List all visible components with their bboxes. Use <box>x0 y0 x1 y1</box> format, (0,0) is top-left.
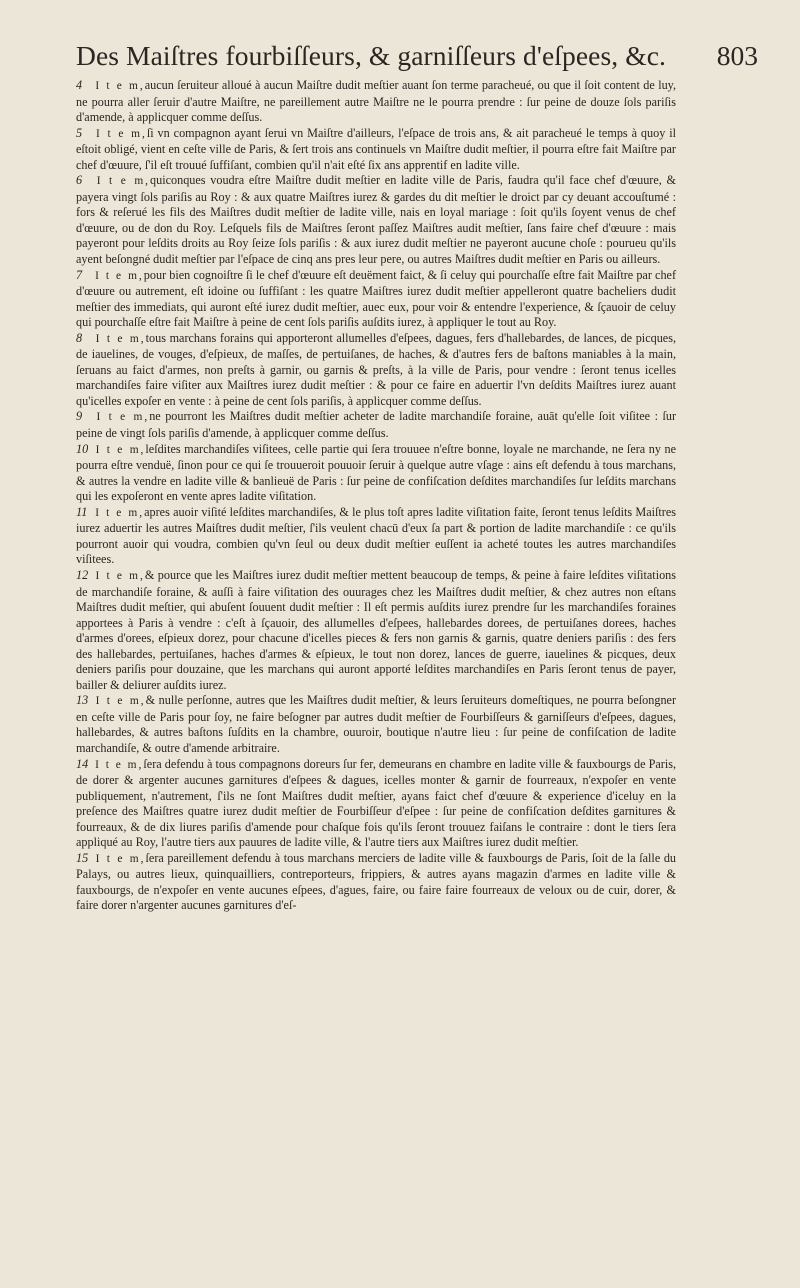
article-text: quiconques voudra eſtre Maiſtre dudit meſtier en ladite ville de Paris, faudra qu'il face chef d'œuure, & payera vingt ſols pariſis au Roy : & aux quatre Maiſtres iurez & gardes du dit meſtier le droict par cy deuant accouſtumé : fors & reſerué les fils des Maiſtres dudit meſtier de ladite ville, nais en loyal mariage : ſoit qu'ils ſoyent venus de chef d'œuure, ou de don du Roy. Leſquels fils de Maiſtres ſeront paſſez Maiſtres audit meſtier, ſans faire chef d'œuure : mais payeront pour leſdits droits au Roy ſeize ſols pariſis : & aux iurez dudit meſtier ne payeront aucune choſe : pourueu qu'ils ayent beſongné dudit meſtier par l'eſpace de cinq ans pres leur pere, ou autres Maiſtres dudit meſtier en Paris ou ailleurs. <box>76 173 677 267</box>
article-14 <box>76 757 676 851</box>
article-10 <box>76 442 676 505</box>
body-text <box>76 78 676 914</box>
item-word: I t e m, <box>96 175 151 188</box>
article-number: 14 <box>76 756 89 771</box>
item-word: I t e m, <box>95 569 145 582</box>
article-text: leſdites marchandiſes viſitees, celle partie qui ſera trouuee n'eſtre bonne, loyale ne marchande, ne ſera ny ne pourra eſtre venduë, ſinon pour ce qui ſe trouueroit pouuoir ſeruir à quelque autre vſage : ains eſt defendu à tous marchans, & autres la vendre en ladite ville & banlieuë de Paris : ſur peine de confiſcation deſdites marchandiſes ſur leſdits marchans qui les expoſeront en vente apres ladite viſitation. <box>76 441 677 504</box>
item-word: I t e m, <box>95 127 147 140</box>
item-word: I t e m, <box>95 506 145 519</box>
article-15 <box>76 851 676 914</box>
article-number: 6 <box>76 173 83 188</box>
article-number: 15 <box>76 850 89 865</box>
article-text: tous marchans forains qui apporteront allumelles d'eſpees, dagues, fers d'hallebardes, de lances, de picques, de iauelines, de vouges, d'eſpieux, de maſſes, de pertuiſanes, de haches, & d'autres fers de baſtons maniables à la main, ſeruans au faict d'armes, non preſts à garnir, ou garnis & preſts, à la ville de Paris, pour vendre : ſeront tenus icelles marchandiſes faire viſiter aux Maiſtres iurez dudit meſtier : & pour ce faire en aduertir l'vn deſdits Maiſtres iurez auant qu'icelles expoſer en vente : à peine de cent ſols pariſis, à applicquer comme deſſus. <box>76 330 676 408</box>
article-number: 7 <box>76 267 83 282</box>
article-text: pour bien cognoiſtre ſi le chef d'œuure eſt deuëment faict, & ſi celuy qui pourchaſſe eſtre fait Maiſtre par chef d'œuure ou autrement, eſt idoine ou ſuffiſant : les quatre Maiſtres iurez dudit meſtier appelleront quatre bacheliers dudit meſtier des immediats, qui auront eſté iurez dudit meſtier, auec eux, pour voir & entendre l'experience, & ſçauoir de celuy qui pourchaſſe eſtre fait Maiſtre à peine de cent ſols pariſis auſdits iurez, à appliquer le tout au Roy. <box>76 267 677 330</box>
article-number: 13 <box>76 693 89 708</box>
article-11 <box>76 505 676 568</box>
item-word: I t e m, <box>96 411 150 424</box>
article-number: 11 <box>76 504 88 519</box>
item-word: I t e m, <box>95 695 146 708</box>
item-word: I t e m, <box>95 80 145 92</box>
page-number: 803 <box>716 40 758 71</box>
article-text: aucun ſeruiteur alloué à aucun Maiſtre dudit meſtier auant ſon terme paracheué, ou que il ſoit content de luy, ne pourra aller ſeruir d'autre Maiſtre, ne pareillement autre Maiſtre ne le pourra prendre : ſur peine de douze ſols pariſis d'amende, à applicquer comme deſſus. <box>76 78 677 125</box>
article-7 <box>76 268 676 331</box>
article-text: ſera pareillement defendu à tous marchans merciers de ladite ville & fauxbourgs de Paris, ſoit de la ſalle du Palays, ou autres lieux, quinquailliers, contreporteurs, frippiers, & autres ayans magazin d'armes en ladite ville & fauxbourgs, de n'expoſer en vente aucunes eſpees, d'agues, faire, ou faire faire fourreaux de veloux ou de cuir, dorer, & faire dorer n'argenter aucunes garnitures d'eſ- <box>76 850 677 913</box>
article-number: 12 <box>76 567 89 582</box>
item-word: I t e m, <box>95 852 146 865</box>
article-number: 5 <box>76 125 83 140</box>
article-6 <box>76 173 676 267</box>
item-word: I t e m, <box>95 758 144 771</box>
running-title: Des Maiſtres fourbiſſeurs, & garniſſeurs d'eſpees, &c. <box>76 40 666 71</box>
item-word: I t e m, <box>95 269 144 282</box>
article-13 <box>76 693 676 756</box>
article-9 <box>76 409 676 441</box>
article-5 <box>76 126 676 174</box>
article-text: & pource que les Maiſtres iurez dudit meſtier mettent beaucoup de temps, & peine à faire leſdites viſitations de marchandiſe foraine, & auſſi à faire viſitation des ouurages chez les Maiſtres dudit meſtier, & chez autres non eſtans Maiſtres dudit meſtier, qui abuſent ſouuent dudit meſtier : Il eſt permis auſdits iurez prendre ſur les marchandiſes foraines apportees à Paris à vendre : c'eſt à ſçauoir, des allumelles d'eſpees, hallebardes dorees, de pertuiſanes dorees, haches d'armes d'orees, eſpieux dorez, pour chacune d'icelles pieces & fers non garnis & garnis, quatre deniers pariſis : des fers des hallebardes, pertuiſanes, haches d'armes & eſpieux, le tout non dorez, lances de guerre, iauelines & picques, deux deniers pariſis pour douzaine, que les marchans qui auront apporté leſdites marchandiſes en Paris ſeront tenus de payer, bailler & deliurer auſdits iurez. <box>76 567 677 692</box>
article-number: 4 <box>76 78 83 92</box>
item-word: I t e m, <box>95 332 146 345</box>
article-number: 9 <box>76 409 83 424</box>
article-text: ſera defendu à tous compagnons doreurs ſur fer, demeurans en chambre en ladite ville & fauxbourgs de Paris, de dorer & argenter aucunes garnitures d'eſpees & dagues, icelles monter & garnir de fourreaux, n'expoſer en vente publiquement, n'autrement, ſ'ils ne ſont Maiſtres dudit meſtier, ayans faict chef d'œuure & experience d'iceluy en la preſence des Maiſtres quatre iurez dudit meſtier de Fourbiſſeur d'eſpee : ſur peine de confiſcation deſdites garnitures & fourreaux, & de dix liures pariſis d'amende pour chaſque fois qu'ils ſeront trouuez faiſans le contraire : dont le tiers ſera appliqué au Roy, l'autre tiers aux pauures de ladite ville, & l'autre tiers aux Maiſtres iurez dudit meſtier. <box>76 756 677 850</box>
article-text: apres auoir viſité leſdites marchandiſes, & le plus toſt apres ladite viſitation faite, ſeront tenus leſdits Maiſtres iurez aduertir les autres Maiſtres dudit meſtier, ſ'ils veulent chacū d'eux ſa part & portion de ladite marchandiſe : ce qu'ils pourront auoir qui voudra, combien qu'vn ſeul ou deux dudit meſtier euſſent ia acheté toutes les autres marchandiſes viſitees. <box>76 504 677 567</box>
article-text: ſi vn compagnon ayant ſerui vn Maiſtre d'ailleurs, l'eſpace de trois ans, & ait paracheué le temps à quoy il eſtoit obligé, vient en ceſte ville de Paris, & ſert trois ans continuels vn Maiſtre dudit meſtier, il pourra eſtre fait Maiſtre par chef d'œuure, ſ'il eſt trouué ſuffiſant, combien qu'il n'ait eſté ſix ans apprentif en ladite ville. <box>76 125 677 172</box>
article-12 <box>76 568 676 693</box>
article-number: 8 <box>76 330 83 345</box>
page-header <box>76 40 758 72</box>
article-4 <box>76 78 676 126</box>
article-text: ne pourront les Maiſtres dudit meſtier acheter de ladite marchandiſe foraine, auāt qu'elle ſoit viſitee : ſur peine de vingt ſols pariſis d'amende, à applicquer comme deſſus. <box>76 409 677 441</box>
article-text: & nulle perſonne, autres que les Maiſtres dudit meſtier, & leurs ſeruiteurs domeſtiques, ne pourra beſongner en ceſte ville de Paris pour ſoy, ne faire beſogner par autres dudit meſtier de Fourbiſſeurs & garniſſeurs d'eſpees, dagues, hallebardes, & autres baſtons ſuſdits en la chambre, ouuroir, boutique n'autre lieu : ſur peine de confiſcation de ladite marchandiſe, & outre d'amende arbitraire. <box>76 693 677 755</box>
article-number: 10 <box>76 441 89 456</box>
item-word: I t e m, <box>95 443 146 456</box>
article-8 <box>76 331 676 410</box>
